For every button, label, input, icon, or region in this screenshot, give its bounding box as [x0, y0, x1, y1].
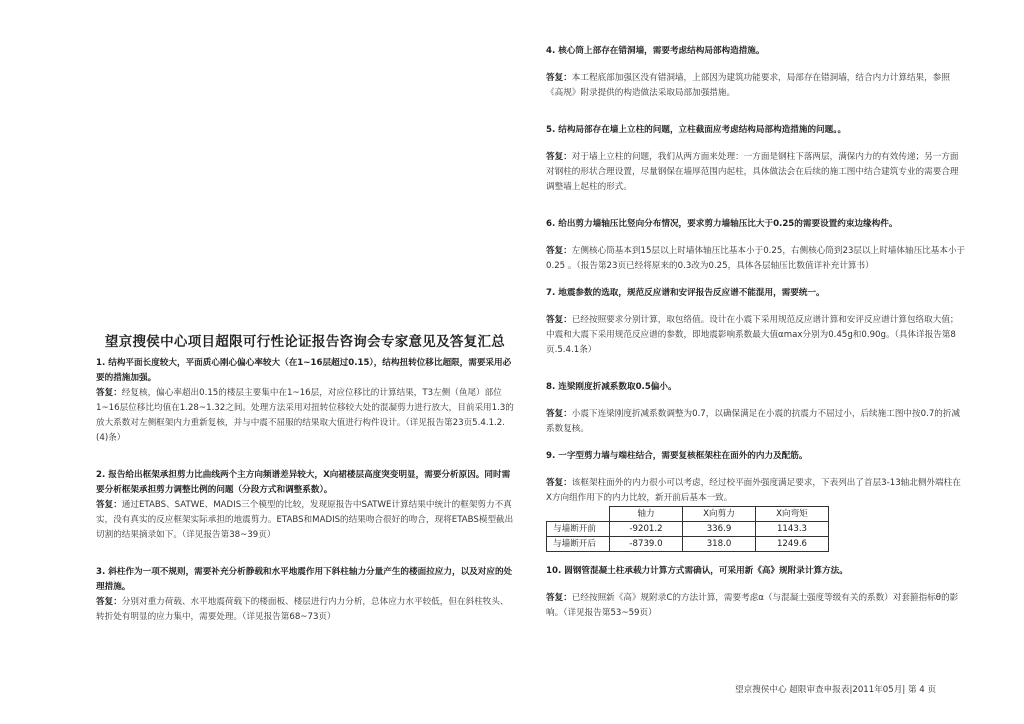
question-2: 2. 报告给出框架承担剪力比曲线两个主方向频谱差异较大，X向裙楼层高度突变明显，需要分析原因。同时需要分析框架承担剪力调整比例的问题（分段方式和调整系数）。 — [96, 470, 511, 495]
answer-4 — [546, 71, 966, 101]
question-9: 9. 一字型剪力墙与端柱结合，需要复核框架柱在面外的内力及配筋。 — [546, 451, 808, 461]
left-column — [96, 330, 514, 625]
answer-9 — [546, 476, 966, 506]
row-label: 与墙断开后 — [547, 537, 610, 552]
answer-label: 答复： — [546, 152, 572, 162]
table-corner — [547, 507, 610, 522]
table-row — [547, 537, 829, 552]
table-header: 轴力 — [610, 507, 683, 522]
force-comparison-table — [546, 506, 829, 552]
answer-label: 答复： — [546, 73, 572, 83]
question-6: 6. 给出剪力墙轴压比竖向分布情况，要求剪力墙轴压比大于0.25的需要设置约束边缘构件。 — [546, 219, 898, 229]
question-4: 4. 核心筒上部存在错洞墙，需要考虑结构局部构造措施。 — [546, 46, 765, 56]
answer-label: 答复： — [546, 593, 572, 603]
answer-text: 已经按照新《高》规附录C的方法计算，需要考虑α（与混凝土强度等级有关的系数）对套箍指标θ的影响。（详见报告第53~59页） — [546, 593, 959, 618]
right-column — [546, 44, 966, 621]
answer-text: 分别对重力荷载、水平地震荷载下的楼面板、楼层进行内力分析，总体应力水平较低，但在斜柱牧头、转折处有明显的应力集中，需要处理。（详见报告第68~73页） — [96, 597, 509, 622]
answer-label: 答复： — [546, 246, 572, 256]
answer-text: 小震下连梁刚度折减系数调整为0.7，以确保满足在小震的抗震力不屈过小，后续施工图中按0.7的折减系数复核。 — [546, 409, 961, 434]
row-label: 与墙断开前 — [547, 522, 610, 537]
answer-2 — [96, 498, 514, 543]
table-cell: -9201.2 — [610, 522, 683, 537]
table-cell: 1143.3 — [756, 522, 829, 537]
question-7: 7. 地震参数的选取，规范反应谱和安评报告反应谱不能混用，需要统一。 — [546, 288, 825, 298]
answer-7 — [546, 313, 966, 358]
answer-label: 答复： — [546, 478, 572, 488]
answer-text: 对于墙上立柱的问题，我们从两方面来处理：一方面是钢柱下落两层，满保内力的有效传递；另一方面对钢柱的形状合理设置，尽量钢保在墙厚范围内起柱，具体做法会在后续的施工图中结合建筑专业的需要合理调整墙上起柱的形式。 — [546, 152, 959, 192]
page-footer: 望京搜侯中心 超限审查申报表|2011年05月| 第 4 页 — [735, 685, 937, 695]
answer-label: 答复： — [96, 597, 122, 607]
answer-text: 经复核，偏心率超出0.15的楼层主要集中在1~16层，对应位移比的计算结果，T3左侧（鱼尾）部位1~16层位移比均值在1.28~1.32之间。处理方法采用对扭转位移较大处的混凝剪力进行放大，目前采用1.3的放大系数对左侧框架内力重新复核，并与中震不屈服的结果取大值进行构件设计。（详见报告第23页5.4.1.2.(4)条） — [96, 388, 514, 443]
answer-6 — [546, 244, 966, 274]
answer-text: 已经按照要求分别计算，取包络值。设计在小震下采用规范反应谱计算和安评反应谱计算包络取大值；中震和大震下采用规范反应谱的参数，即地震影响系数最大值αmax分别为0.45g和0.90g。（具体详报告第8页.5.4.1条） — [546, 315, 959, 355]
question-5: 5. 结构局部存在墙上立柱的问题，立柱截面应考虑结构局部构造措施的问题。。 — [546, 125, 847, 135]
table-cell: -8739.0 — [610, 537, 683, 552]
answer-10 — [546, 591, 966, 621]
table-header: X向剪力 — [683, 507, 756, 522]
answer-5 — [546, 150, 966, 195]
answer-1 — [96, 386, 514, 446]
page-title: 望京搜侯中心项目超限可行性论证报告咨询会专家意见及答复汇总 — [104, 334, 506, 350]
question-1: 1. 结构平面长度较大，平面质心刚心偏心率较大（在1~16层超过0.15），结构扭转位移比超限，需要采用必要的措施加强。 — [96, 358, 512, 383]
question-10: 10. 圆钢管混凝土柱承载力计算方式需确认，可采用新《高》规附录计算方法。 — [546, 566, 848, 576]
answer-label: 答复： — [546, 409, 572, 419]
answer-label: 答复： — [96, 500, 122, 510]
answer-8 — [546, 407, 966, 437]
answer-3 — [96, 595, 514, 625]
table-cell: 318.0 — [683, 537, 756, 552]
table-header: X向弯矩 — [756, 507, 829, 522]
question-3: 3. 斜柱作为一项不规则，需要补充分析静载和水平地震作用下斜柱轴力分量产生的楼面拉应力，以及对应的处理措施。 — [96, 567, 513, 592]
answer-text: 该框架柱面外的内力很小可以考虑，经过校平面外强度满足要求，下表列出了首层3-13轴北侧外端柱在X方向组作用下的内力比较，新开前后基本一致。 — [546, 478, 961, 503]
answer-label: 答复： — [546, 315, 572, 325]
answer-label: 答复： — [96, 388, 122, 398]
table-cell: 336.9 — [683, 522, 756, 537]
table-cell: 1249.6 — [756, 537, 829, 552]
answer-text: 左侧核心筒基本到15层以上时墙体轴压比基本小于0.25，右侧核心筒到23层以上时墙体轴压比基本小于0.25 。（报告第23页已经将原来的0.3改为0.25，具体各层轴压比数值详补充计算书） — [546, 246, 966, 271]
table-row — [547, 522, 829, 537]
question-8: 8. 连梁刚度折减系数取0.5偏小。 — [546, 382, 677, 392]
answer-text: 本工程底部加强区没有错洞墙，上部因为建筑功能要求，局部存在错洞墙，结合内力计算结果，参照《高规》附录提供的构造做法采取局部加强措施。 — [546, 73, 950, 98]
answer-text: 通过ETABS、SATWE、MADIS三个模型的比较，发现原报告中SATWE计算结果中统计的框架剪力不真实，没有真实的反应框架实际承担的地震剪力。ETABS和MADIS的结果吻合很好的吻合，现将ETABS模型截出切割的结果摘录如下。（详见报告第38~39页） — [96, 500, 514, 540]
table-header-row — [547, 507, 829, 522]
